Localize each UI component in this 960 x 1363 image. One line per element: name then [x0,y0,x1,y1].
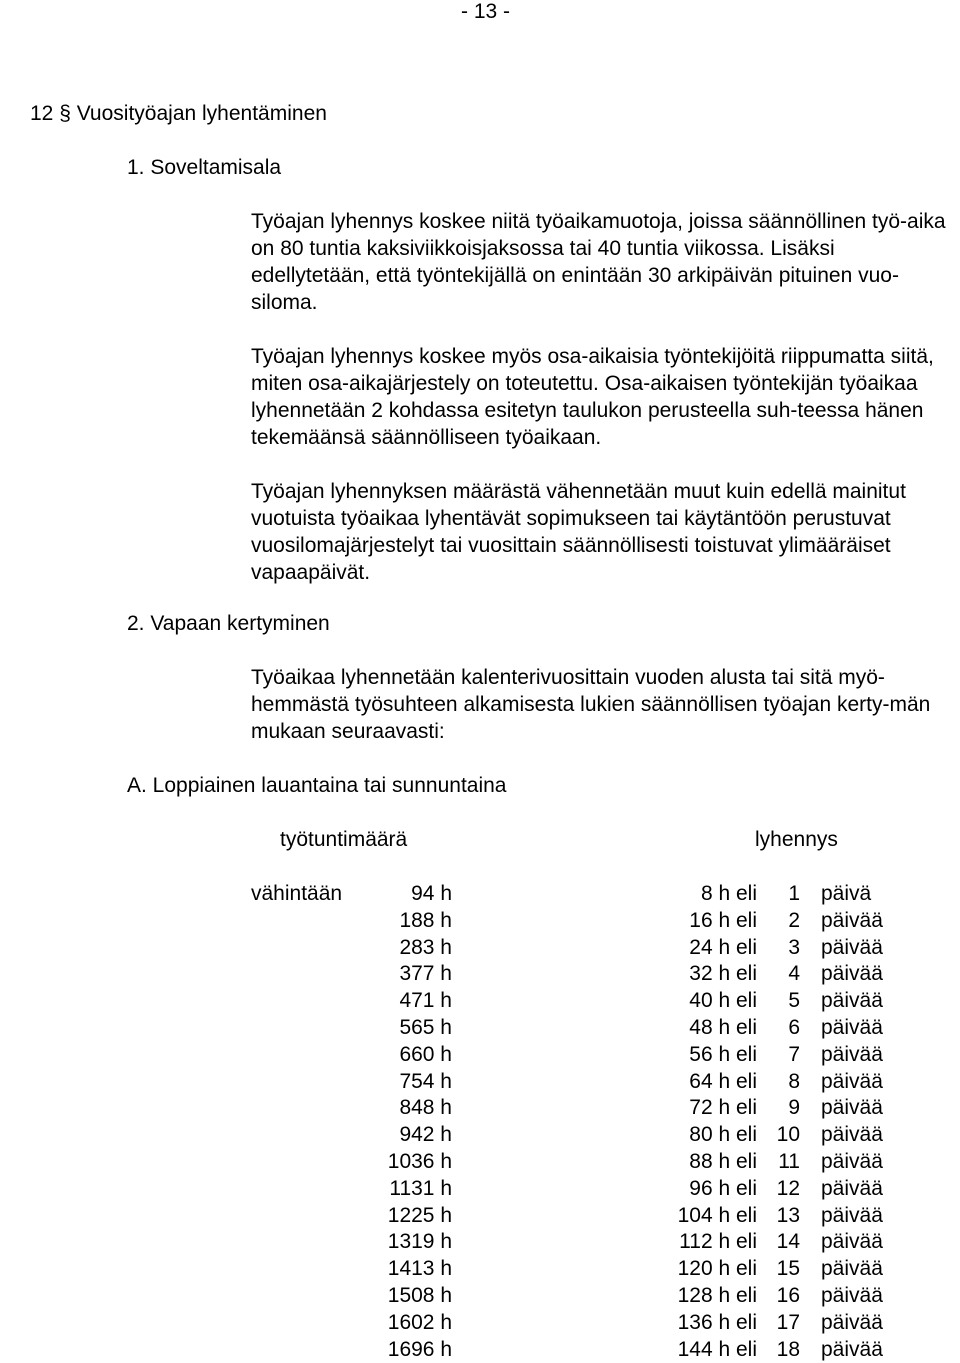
unit-cell: päivää [821,989,883,1013]
unit-cell: päivää [821,962,883,986]
reduction-cell: 40 h eli [689,989,757,1013]
days-cell: 1 [788,882,800,905]
table-row [0,1202,960,1229]
paragraph-text: Työajan lyhennys koskee niitä työaikamuotoja, joissa säännöllinen työ-aika on 80 tuntia kaksiviikkoisjaksossa tai 40 tuntia viikossa. Lisäksi edellytetään, että työntekijällä on enintään 30 arkipäivän pituinen vuo-siloma. [251,210,946,314]
unit-cell: päivää [821,1042,883,1066]
unit-cell: päivää [821,1257,883,1281]
unit-cell: päivää [821,935,883,959]
days-cell: 6 [788,1016,800,1039]
reduction-cell: 96 h eli [689,1176,757,1200]
reduction-cell: 56 h eli [689,1042,757,1066]
days-cell: 14 [776,1230,800,1254]
table-row [0,1094,960,1121]
unit-cell: päivää [821,1310,883,1334]
paragraph-accrual [251,664,957,745]
hours-cell: 1413 h [387,1257,452,1281]
reduction-cell: 24 h eli [689,935,757,959]
unit-cell: päivää [821,1230,883,1254]
reduction-cell: 112 h eli [679,1230,757,1254]
table-row [0,987,960,1014]
table-row [0,1041,960,1068]
hours-cell: 660 h [399,1042,452,1066]
unit-cell: päivää [821,1284,883,1307]
table-row [0,880,960,907]
reduction-cell: 16 h eli [689,908,757,932]
unit-cell: päivää [821,1096,883,1120]
hours-cell: 471 h [399,989,452,1013]
hours-cell: 1508 h [387,1284,452,1307]
days-cell: 9 [788,1096,800,1120]
reduction-cell: 104 h eli [677,1203,757,1227]
reduction-cell: 120 h eli [677,1257,757,1281]
hours-cell: 1036 h [387,1150,452,1173]
subsection-title-vapaan-kertyminen: 2. Vapaan kertyminen [127,612,330,635]
hours-cell: 1602 h [387,1310,452,1334]
days-cell: 8 [788,1069,800,1093]
reduction-cell: 64 h eli [689,1069,757,1093]
hours-cell: 283 h [399,935,452,959]
paragraph-part-time [251,343,957,451]
reduction-cell: 8 h eli [700,882,757,905]
reduction-cell: 80 h eli [689,1123,757,1147]
hours-cell: 377 h [399,962,452,986]
reduction-cell: 88 h eli [689,1150,757,1173]
days-cell: 11 [778,1150,800,1173]
reduction-cell: 48 h eli [689,1016,757,1039]
hours-cell: 942 h [399,1123,452,1147]
subsection-title-soveltamisala: 1. Soveltamisala [127,156,282,179]
table-row [0,1228,960,1255]
days-cell: 3 [788,935,800,959]
table-row [0,1121,960,1148]
table-row [0,1255,960,1282]
unit-cell: päivää [821,1069,883,1093]
days-cell: 7 [788,1042,800,1066]
unit-cell: päivää [821,1123,883,1147]
hours-cell: 1696 h [387,1337,452,1361]
hours-cell: 1131 h [389,1176,452,1200]
table-row [0,934,960,961]
table-row [0,1068,960,1095]
paragraph-scope [251,208,957,316]
paragraph-text: Työajan lyhennyksen määrästä vähennetään muut kuin edellä mainitut vuotuista työaikaa lyhentävät sopimukseen tai käytäntöön perustuvat vuosilomajärjestelyt tai vuosittain säännöllisesti toistuvat ylimääräiset vapaapäivät. [251,480,906,584]
paragraph-text: Työaikaa lyhennetään kalenterivuosittain vuoden alusta tai sitä myö-hemmästä työsuhteen alkamisesta lukien säännöllisen työajan kerty-män mukaan seuraavasti: [251,666,931,743]
table-row [0,1336,960,1363]
table-row [0,907,960,934]
days-cell: 2 [788,908,800,932]
section-title: 12 § Vuosityöajan lyhentäminen [30,102,327,125]
table-row [0,1014,960,1041]
subheading-a: A. Loppiainen lauantaina tai sunnuntaina [127,774,507,797]
page-number: - 13 - [461,0,511,23]
paragraph-deductions [251,478,957,586]
table-row [0,960,960,987]
min-label: vähintään [251,882,343,905]
unit-cell: päivää [821,1016,883,1039]
days-cell: 10 [776,1123,800,1147]
days-cell: 15 [776,1257,800,1281]
hours-cell: 1225 h [387,1203,452,1227]
table-row [0,1282,960,1309]
reduction-cell: 144 h eli [677,1337,757,1361]
hours-cell: 848 h [399,1096,452,1120]
reduction-cell: 72 h eli [689,1096,757,1120]
table-header-reduction: lyhennys [755,828,838,851]
hours-cell: 1319 h [387,1230,452,1254]
unit-cell: päivä [821,882,872,905]
table-row [0,1148,960,1175]
reduction-cell: 136 h eli [677,1310,757,1334]
unit-cell: päivää [821,1203,883,1227]
days-cell: 17 [776,1310,800,1334]
paragraph-text: Työajan lyhennys koskee myös osa-aikaisia työntekijöitä riippumatta siitä, miten osa-aikajärjestely on toteutettu. Osa-aikaisen työntekijän työaikaa lyhennetään 2 kohdassa esitetyn taulukon perusteella suh-teessa hänen tekemäänsä säännölliseen työaikaan. [251,345,934,449]
hours-cell: 188 h [399,908,452,932]
table-header-hours: työtuntimäärä [280,828,408,851]
unit-cell: päivää [821,1337,883,1361]
hours-cell: 754 h [399,1069,452,1093]
days-cell: 16 [776,1284,800,1307]
hours-cell: 565 h [399,1016,452,1039]
days-cell: 12 [776,1176,800,1200]
days-cell: 5 [788,989,800,1013]
days-cell: 13 [776,1203,800,1227]
hours-cell: 94 h [411,882,452,905]
table-row [0,1175,960,1202]
unit-cell: päivää [821,1150,883,1173]
reduction-cell: 128 h eli [677,1284,757,1307]
unit-cell: päivää [821,908,883,932]
unit-cell: päivää [821,1176,883,1200]
table-row [0,1309,960,1336]
reduction-cell: 32 h eli [689,962,757,986]
days-cell: 4 [788,962,800,986]
days-cell: 18 [776,1337,800,1361]
